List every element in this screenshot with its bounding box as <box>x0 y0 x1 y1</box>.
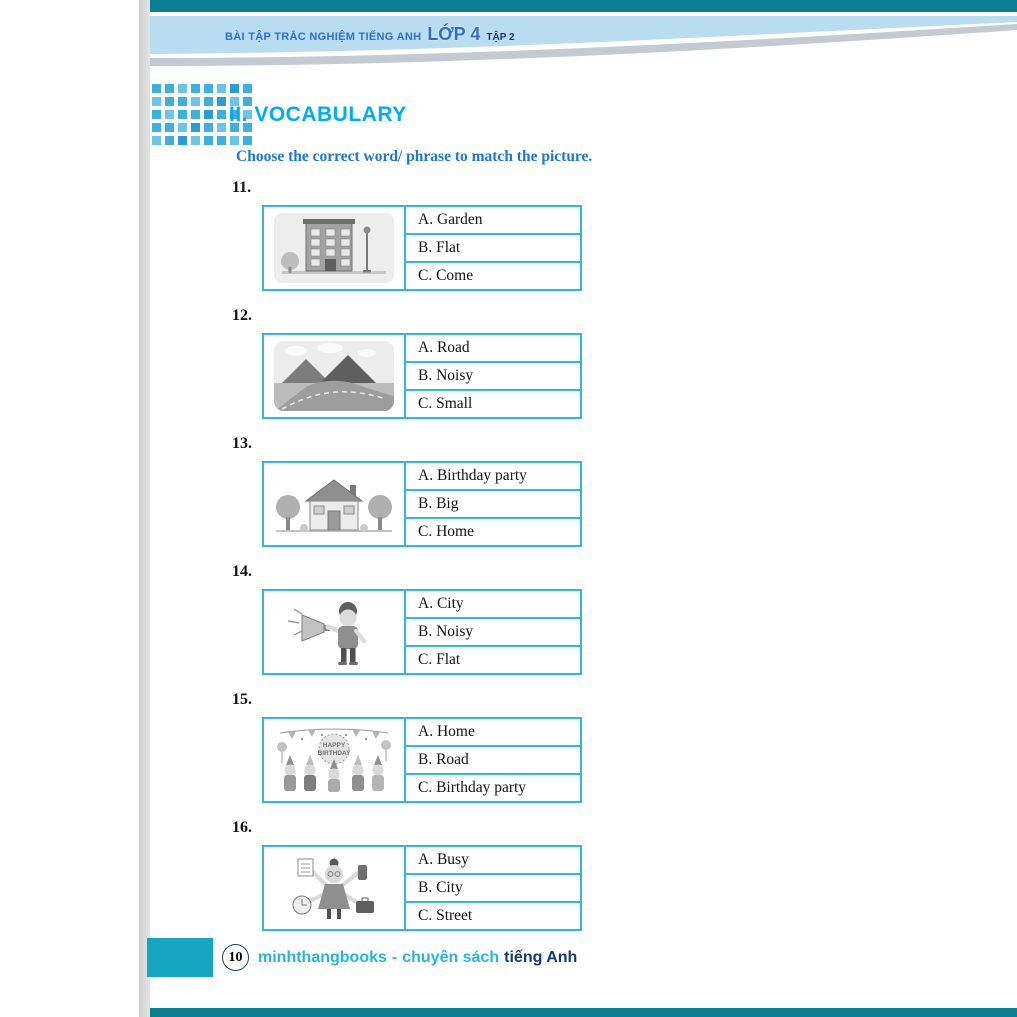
question-image-cell <box>264 847 406 929</box>
option-b: B. Road <box>406 745 580 773</box>
question-16 <box>232 818 612 931</box>
question-12 <box>232 306 612 419</box>
question-options <box>406 719 580 801</box>
question-options <box>406 463 580 545</box>
question-list <box>232 178 612 946</box>
series-title: BÀI TẬP TRẮC NGHIỆM TIẾNG ANH <box>225 31 422 43</box>
boy-with-megaphone-illustration <box>272 595 396 669</box>
option-c: C. Come <box>406 261 580 289</box>
option-c: C. Birthday party <box>406 773 580 801</box>
question-number: 13. <box>232 435 252 452</box>
option-b: B. Noisy <box>406 361 580 389</box>
option-c: C. Small <box>406 389 580 417</box>
option-c: C. Flat <box>406 645 580 673</box>
option-a: A. Busy <box>418 851 469 868</box>
page-number: 10 <box>222 944 249 971</box>
publisher-separator: - <box>391 948 398 966</box>
question-number: 16. <box>232 819 252 836</box>
option-a: A. Garden <box>418 211 483 228</box>
publisher-brand: minhthangbooks <box>258 948 387 966</box>
option-a: A. Birthday party <box>418 467 527 484</box>
question-number: 11. <box>232 179 252 196</box>
option-c: C. Home <box>406 517 580 545</box>
option-c: C. Street <box>406 901 580 929</box>
question-table <box>262 717 582 803</box>
bottom-bar-decoration <box>150 1008 1017 1017</box>
option-a: A. City <box>418 595 464 612</box>
question-image-cell <box>264 207 406 289</box>
question-11 <box>232 178 612 291</box>
page-edge-shadow <box>139 0 150 1017</box>
question-image-cell <box>264 591 406 673</box>
svg-text:HAPPY: HAPPY <box>322 742 346 749</box>
question-options <box>406 591 580 673</box>
page-footer <box>222 944 577 971</box>
option-a: A. Home <box>418 723 475 740</box>
volume-label: TẬP 2 <box>486 32 515 43</box>
grade-label: LỚP 4 <box>427 24 481 44</box>
question-number: 14. <box>232 563 252 580</box>
question-number: 15. <box>232 691 252 708</box>
option-a: A. Road <box>418 339 470 356</box>
publisher-tagline-emphasis: tiếng Anh <box>504 948 578 966</box>
question-table <box>262 845 582 931</box>
question-15 <box>232 690 612 803</box>
question-options <box>406 335 580 417</box>
busy-woman-illustration <box>272 851 396 925</box>
corner-decoration <box>147 938 213 977</box>
question-table <box>262 333 582 419</box>
question-image-cell <box>264 335 406 417</box>
apartment-building-illustration <box>272 211 396 285</box>
publisher-line <box>258 949 577 967</box>
publisher-tagline: chuyên sách <box>402 948 500 966</box>
question-image-cell <box>264 463 406 545</box>
country-road-illustration <box>272 339 396 413</box>
question-options <box>406 847 580 929</box>
option-b: B. City <box>406 873 580 901</box>
question-13 <box>232 434 612 547</box>
question-14 <box>232 562 612 675</box>
svg-text:BIRTHDAY: BIRTHDAY <box>317 750 351 757</box>
question-table <box>262 205 582 291</box>
question-number: 12. <box>232 307 252 324</box>
birthday-party-illustration <box>272 723 396 797</box>
instruction-text: Choose the correct word/ phrase to match the picture. <box>236 148 593 165</box>
section-heading: II. VOCABULARY <box>229 103 407 126</box>
question-options <box>406 207 580 289</box>
header-title <box>225 24 515 45</box>
question-image-cell <box>264 719 406 801</box>
question-table <box>262 589 582 675</box>
option-b: B. Noisy <box>406 617 580 645</box>
option-b: B. Big <box>406 489 580 517</box>
option-b: B. Flat <box>406 233 580 261</box>
question-table <box>262 461 582 547</box>
house-with-trees-illustration <box>272 467 396 541</box>
